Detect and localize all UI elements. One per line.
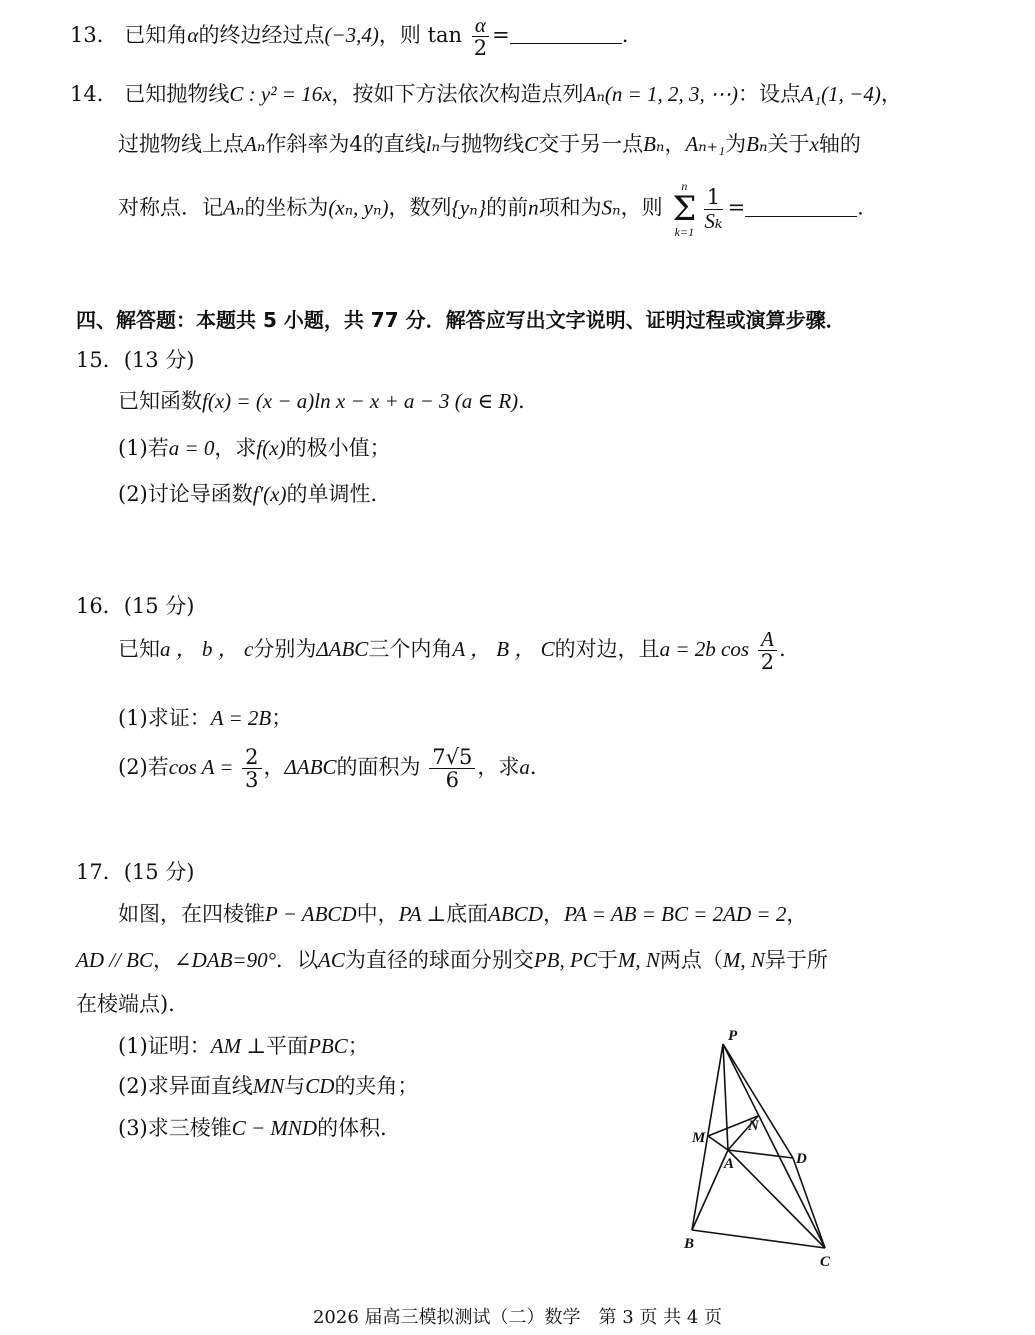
label-P: P xyxy=(728,1028,738,1044)
edge-PC xyxy=(723,1044,825,1248)
q17-line1: 如图，在四棱锥P − ABCD中，PA ⊥底面ABCD，PA = AB = BC = 2AD = 2， xyxy=(118,902,808,926)
label-C: C xyxy=(820,1254,831,1270)
q17-part1: (1)证明：AM ⊥平面PBC； xyxy=(118,1034,369,1058)
edge-PD xyxy=(723,1044,793,1158)
page-footer: 2026 届高三模拟测试（二）数学 第 3 页 共 4 页 xyxy=(312,1307,723,1328)
q15-header: 15．(13 分) xyxy=(76,348,195,372)
edge-DC xyxy=(793,1158,825,1248)
q17-header: 17．(15 分) xyxy=(76,860,195,884)
edge-AB xyxy=(692,1150,728,1230)
q16-cos-fraction: $\frac{2}{3}$ xyxy=(242,746,261,791)
q17-part3: (3)求三棱锥C − MND的体积． xyxy=(118,1116,402,1140)
q17-line2: AD // BC，∠DAB=90°．以AC为直径的球面分别交PB, PC于M, N两点（M, N异于所 xyxy=(76,948,828,972)
q15-part2: (2)讨论导函数f′(x)的单调性． xyxy=(118,482,392,506)
q15-part1: (1)若a = 0，求f(x)的极小值； xyxy=(118,436,391,460)
q16-header: 16．(15 分) xyxy=(76,594,195,618)
q14-line3: 对称点．记Aₙ的坐标为(xₙ, yₙ)，数列{yₙ}的前n项和为Sₙ，则 n Σ k=1 $\frac{1}{\text{Sₖ}}$ = . xyxy=(118,179,864,239)
q14-line2: 过抛物线上点Aₙ作斜率为4的直线lₙ与抛物线C交于另一点Bₙ，Aₙ₊₁为Bₙ关于x轴的 xyxy=(118,132,861,156)
label-D: D xyxy=(796,1151,807,1167)
edge-AD xyxy=(728,1150,793,1158)
edge-PA xyxy=(723,1044,728,1150)
q16-area-fraction: $\frac{7√5}{6}$ xyxy=(429,746,475,791)
q14-line1: 14． 已知抛物线C : y² = 16x，按如下方法依次构造点列Aₙ(n = 1, 2, 3, ⋯)：设点A₁(1, −4)， xyxy=(70,82,902,106)
q14-fraction: $\frac{1}{\text{Sₖ}}$ xyxy=(704,185,723,233)
q14-number: 14． xyxy=(70,82,118,106)
q16-part2: (2)若cos A = $\frac{2}{3}$ ，ΔABC的面积为 $\frac{7√5}{6}$ ，求a． xyxy=(118,745,551,793)
q16-part1: (1)求证：A = 2B； xyxy=(118,706,293,730)
q13-fraction: $\frac{\alpha}{2}$ xyxy=(473,13,488,61)
q17-line3: 在棱端点)． xyxy=(76,992,190,1016)
q15-stem: 已知函数f(x) = (x − a)ln x − x + a − 3 (a ∈ R)． xyxy=(118,389,540,413)
label-N: N xyxy=(748,1118,759,1134)
q16-stem: 已知a ， b ， c分别为ΔABC三个内角A ， B ， C的对边，且a = 2b cos $\frac{A}{2}$ ． xyxy=(118,627,801,675)
label-A: A xyxy=(724,1156,735,1172)
edge-AC xyxy=(728,1150,825,1248)
q13-number: 13． xyxy=(70,23,118,48)
segment-AM xyxy=(708,1136,728,1150)
q13-answer-blank[interactable] xyxy=(510,43,622,44)
q13-line: 13． 已知角α的终边经过点(−3,4)，则 tan $\frac{\alpha}{2}$ = . xyxy=(70,13,629,61)
q14-summation: n Σ k=1 xyxy=(672,179,697,239)
q17-part2: (2)求异面直线MN与CD的夹角； xyxy=(118,1074,419,1098)
edge-BC xyxy=(692,1230,825,1248)
label-M: M xyxy=(692,1130,706,1146)
q16-fraction: $\frac{A}{2}$ xyxy=(758,628,777,673)
pyramid-figure xyxy=(670,1020,870,1280)
label-B: B xyxy=(684,1236,695,1252)
q14-answer-blank[interactable] xyxy=(745,216,857,217)
section-title: 四、解答题：本题共 5 小题，共 77 分．解答应写出文字说明、证明过程或演算步骤． xyxy=(76,308,846,332)
